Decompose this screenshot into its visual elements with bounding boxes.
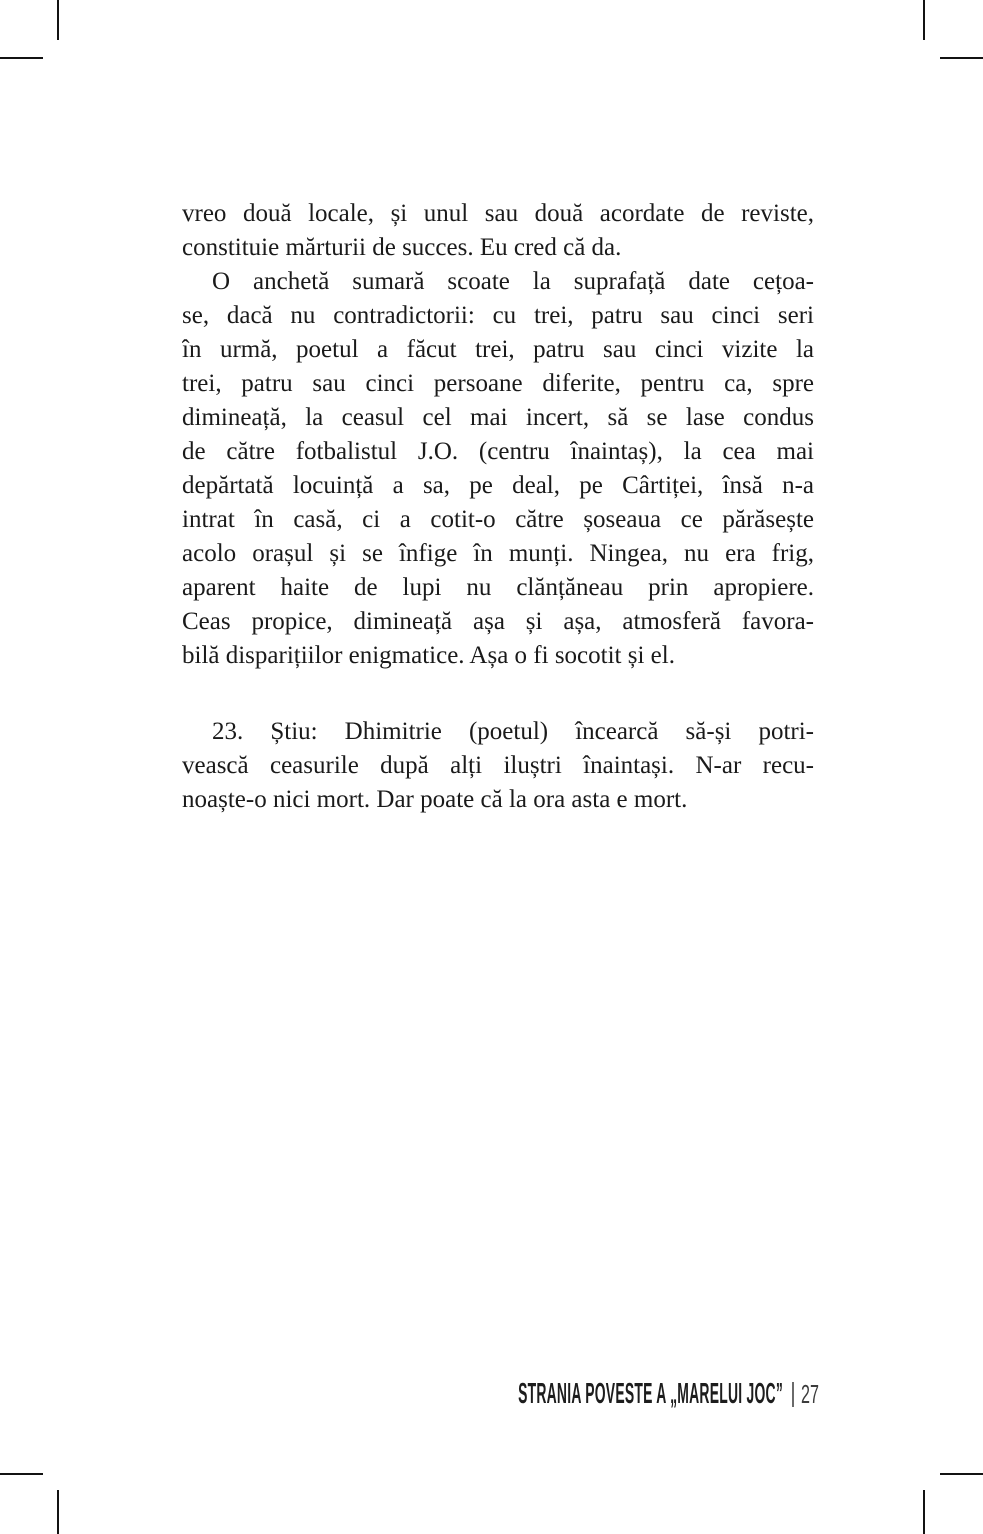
text-line: 23. Știu: Dhimitrie (poetul) încearcă să-și potri-	[212, 718, 814, 745]
paragraph	[182, 265, 814, 673]
crop-mark-top-left-horizontal	[0, 57, 43, 59]
text-line: noaște-o nici mort. Dar poate că la ora asta e mort.	[182, 786, 688, 813]
footer-separator-rule	[792, 1382, 794, 1407]
page-number: 27	[801, 1379, 820, 1409]
text-line: vreo două locale, și unul sau două acordate de reviste,	[182, 200, 814, 227]
text-line: Ceas propice, dimineață așa și așa, atmosferă favora-	[182, 608, 814, 635]
text-line: acolo orașul și se înfige în munți. Ningea, nu era frig,	[182, 540, 814, 567]
text-line: intrat în casă, ci a cotit-o către șoseaua ce părăsește	[182, 506, 814, 533]
crop-mark-bottom-right-vertical	[923, 1490, 925, 1534]
text-line: depărtată locuință a sa, pe deal, pe Cârtiței, însă n-a	[182, 472, 814, 499]
text-line: constituie mărturii de succes. Eu cred că da.	[182, 234, 622, 261]
text-line: în urmă, poetul a făcut trei, patru sau cinci vizite la	[182, 336, 814, 363]
paragraph	[182, 197, 814, 265]
crop-mark-bottom-left-horizontal	[0, 1473, 43, 1475]
text-line: vească ceasurile după alți iluștri înaintași. N-ar recu-	[182, 752, 814, 779]
body-text	[182, 197, 814, 817]
text-line: aparent haite de lupi nu clănțăneau prin apropiere.	[182, 574, 814, 601]
paragraph	[182, 715, 814, 817]
text-line: de către fotbalistul J.O. (centru înaintaș), la cea mai	[182, 438, 814, 465]
text-line: dimineață, la ceasul cel mai incert, să se lase condus	[182, 404, 814, 431]
text-line: trei, patru sau cinci persoane diferite, pentru ca, spre	[182, 370, 814, 397]
crop-mark-top-right-horizontal	[940, 57, 983, 59]
crop-mark-top-left-vertical	[57, 0, 59, 40]
text-line: O anchetă sumară scoate la suprafață date cețoa-	[212, 268, 814, 295]
text-line: bilă disparițiilor enigmatice. Așa o fi socotit și el.	[182, 642, 675, 669]
page-footer	[231, 1377, 830, 1411]
crop-mark-bottom-left-vertical	[57, 1490, 59, 1534]
crop-mark-bottom-right-horizontal	[940, 1473, 983, 1475]
running-title: STRANIA POVESTE A „MARELUI JOC”	[518, 1378, 784, 1410]
crop-mark-top-right-vertical	[923, 0, 925, 40]
text-line: se, dacă nu contradictorii: cu trei, patru sau cinci seri	[182, 302, 814, 329]
